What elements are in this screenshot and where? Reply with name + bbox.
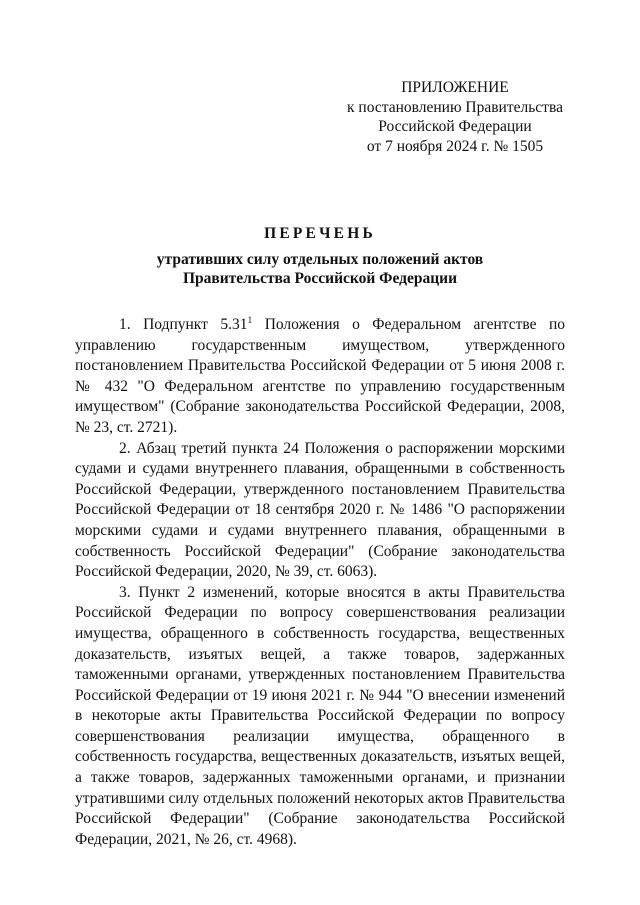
appendix-block	[345, 78, 565, 156]
document-subtitle	[0, 250, 640, 288]
appendix-line-3: от 7 ноября 2024 г. № 1505	[366, 137, 544, 155]
document-title: ПЕРЕЧЕНЬ	[264, 225, 376, 242]
appendix-line-2: Российской Федерации	[378, 118, 532, 135]
list-item-1-text-continued: Положения о Федеральном агентстве по управлению государственным имуществом, утвержденного постановлением Правительства Российской Федерации от 5 июня 2008 г. № 432 "О Федеральном агентстве по управлению государственным имуществом" (Собрание законодательства Российской Федерации, 2008, № 23, ст. 2721).	[75, 316, 565, 436]
document-body	[75, 315, 565, 850]
superscript-index: 1	[247, 315, 253, 326]
list-item-1	[75, 315, 565, 439]
list-item-3: 3. Пункт 2 изменений, которые вносятся в акты Правительства Российской Федерации по вопросу совершенствования реализации имущества, обращенного в собственность государства, вещественных доказательств, изъятых вещей, а также товаров, задержанных таможенными органами, утвержденных постановлением Правительства Российской Федерации от 19 июня 2021 г. № 944 "О внесении изменений в некоторые акты Правительства Российской Федерации по вопросу совершенствования реализации имущества, обращенного в собственность государства, вещественных доказательств, изъятых вещей, а также товаров, задержанных таможенными органами, и признании утратившими силу отдельных положений некоторых актов Правительства Российской Федерации" (Собрание законодательства Российской Федерации, 2021, № 26, ст. 4968).	[75, 583, 566, 848]
subtitle-line-1: утративших силу отдельных положений актов	[156, 251, 484, 268]
subtitle-line-2: Правительства Российской Федерации	[182, 270, 458, 287]
appendix-line-1: к постановлению Правительства	[347, 98, 563, 116]
appendix-heading: ПРИЛОЖЕНИЕ	[401, 79, 509, 96]
list-item-2: 2. Абзац третий пункта 24 Положения о распоряжении морскими судами и судами внутреннего плавания, обращенными в собственность Российской Федерации, утвержденного постановлением Правительства Российской Федерации от 18 сентября 2020 г. № 1486 "О распоряжении морскими судами и судами внутреннего плавания, обращенными в собственность Российской Федерации" (Собрание законодательства Российской Федерации, 2020, № 39, ст. 6063).	[75, 439, 565, 581]
list-item-1-text: 1. Подпункт 5.31	[119, 316, 248, 333]
